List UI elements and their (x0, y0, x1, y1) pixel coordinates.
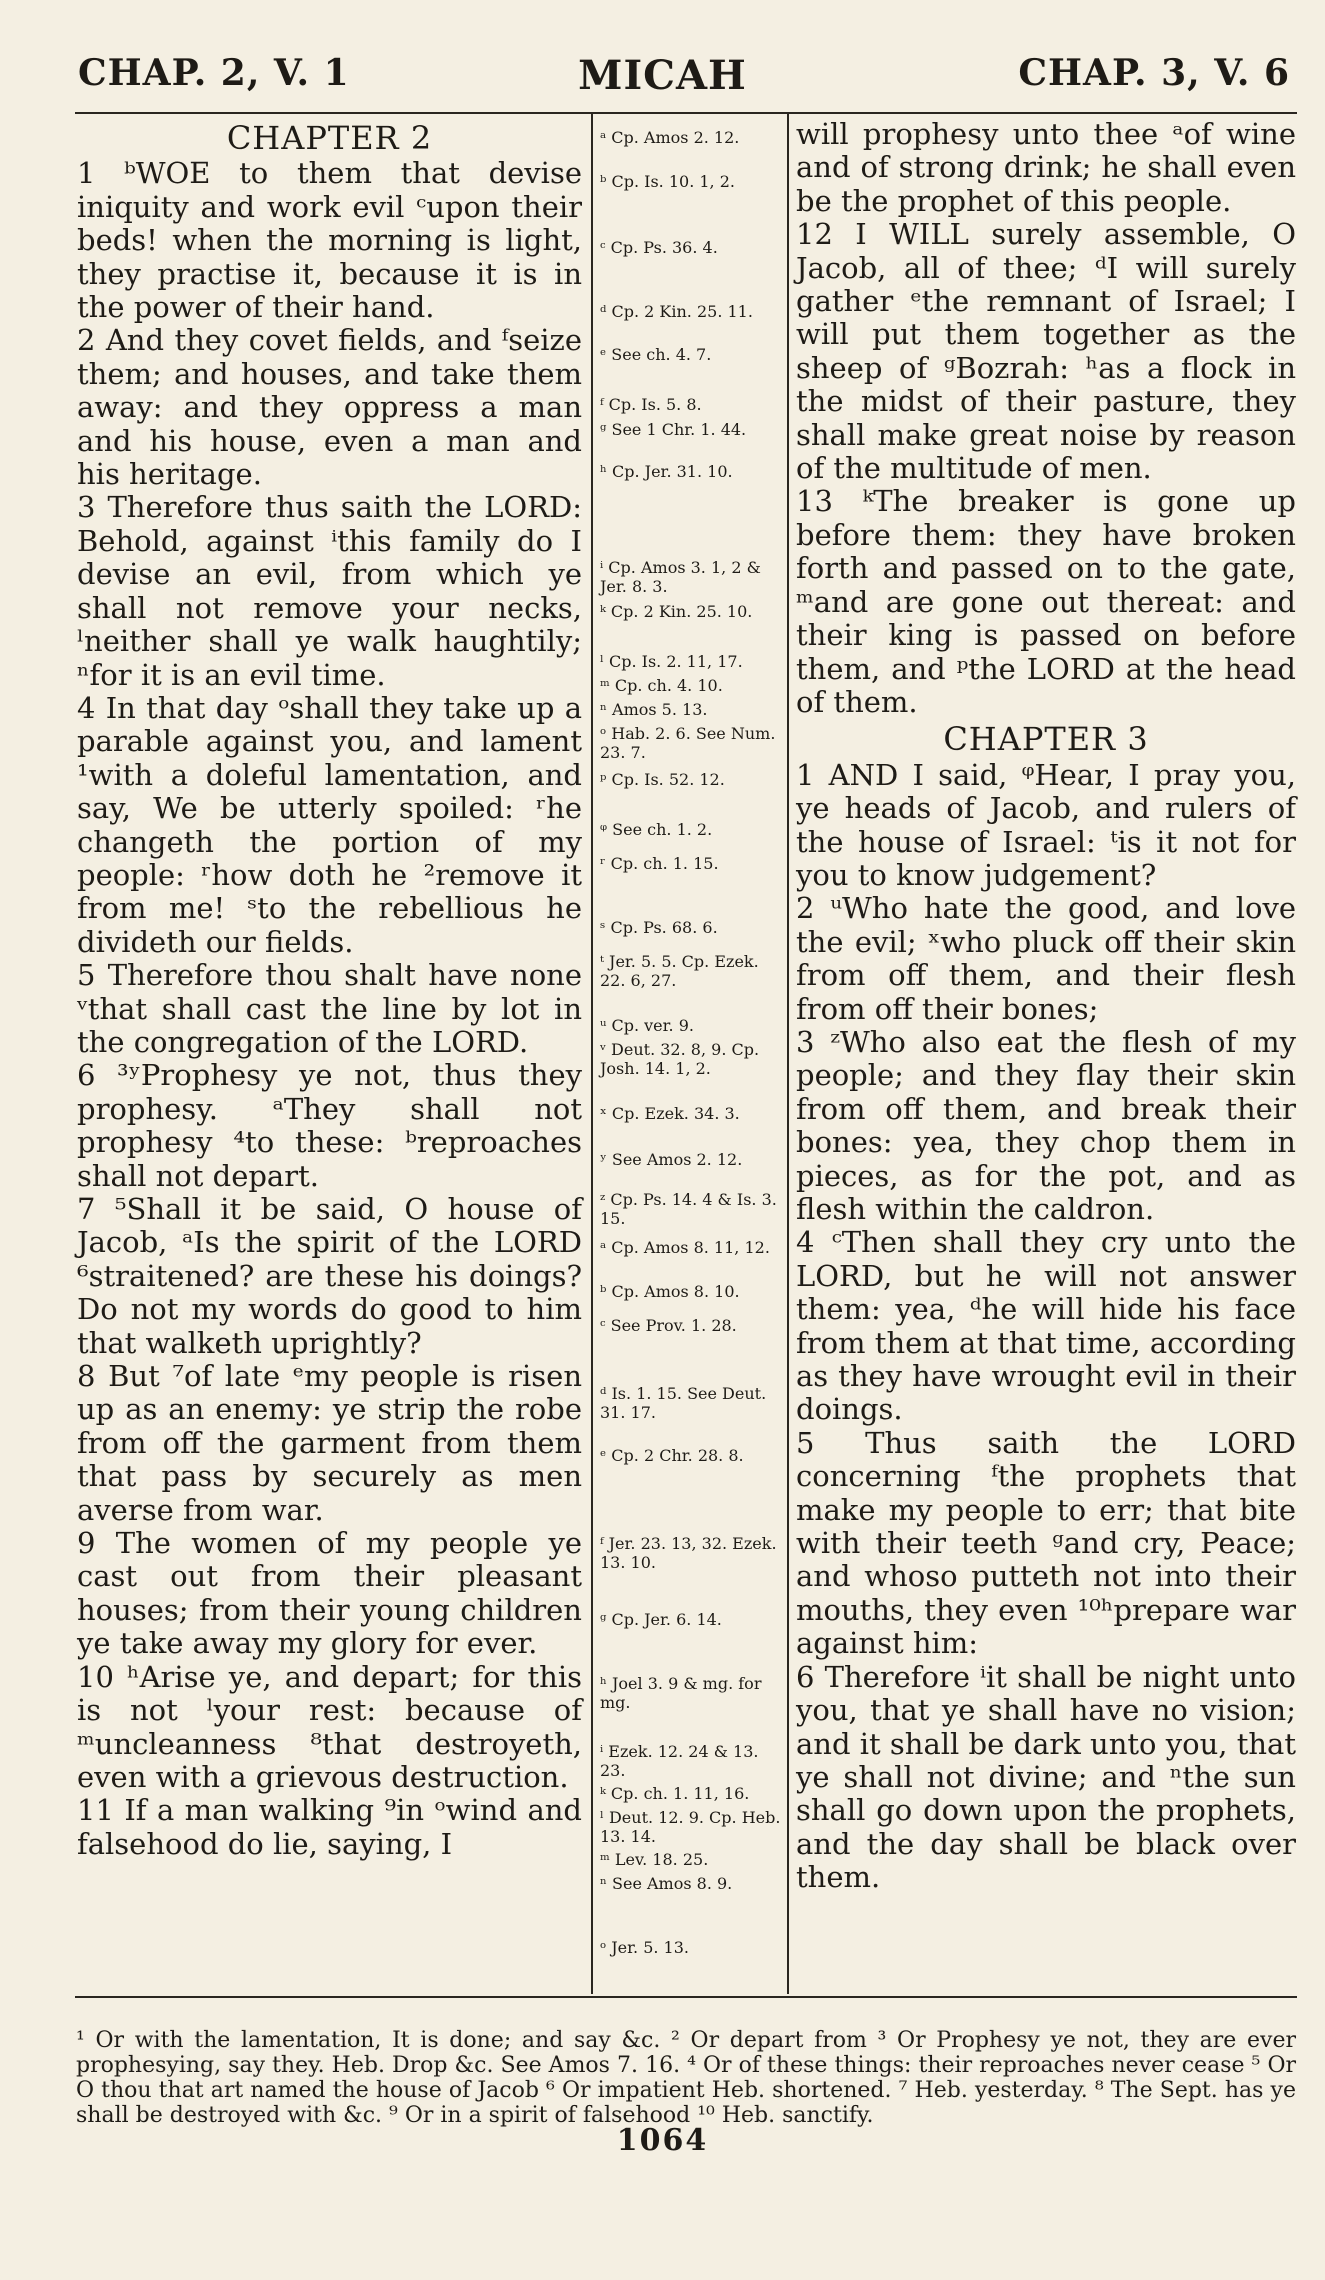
running-head-left: CHAP. 2, V. 1 (78, 52, 350, 94)
verse-2-8: 8 But ⁷of late ᵉmy people is risen up as an enemy: ye strip the robe from off the garment from them that pass by securely as men averse from war. (77, 1359, 582, 1527)
reference-note: ᵃ Cp. Amos 8. 11, 12. (600, 1238, 770, 1257)
verse-3-2: 2 ᵘWho hate the good, and love the evil; ˣwho pluck off their skin from off them, and their flesh from off their bones; (796, 891, 1296, 1026)
reference-note: ᵈ Cp. 2 Kin. 25. 11. (600, 302, 753, 321)
reference-note: ᵐ Lev. 18. 25. (600, 1850, 709, 1869)
reference-note: ᵉ See ch. 4. 7. (600, 345, 712, 364)
reference-note: ᵏ Cp. ch. 1. 11, 16. (600, 1784, 750, 1803)
verse-2-3: 3 Therefore thus saith the LORD: Behold, against ⁱthis family do I devise an evil, from which ye shall not remove your necks, ˡneither shall ye walk haughtily; ⁿfor it is an evil time. (77, 490, 582, 692)
header-rule (75, 112, 1297, 114)
verse-2-11-cont: will prophesy unto thee ᵃof wine and of strong drink; he shall even be the prophet of this people. (796, 117, 1296, 218)
column-divider-left (591, 114, 593, 1994)
reference-note: ʰ Cp. Jer. 31. 10. (600, 462, 733, 481)
reference-note: ˣ Cp. Ezek. 34. 3. (600, 1104, 740, 1123)
footnotes: ¹ Or with the lamentation, It is done; and say &c. ² Or depart from ³ Or Prophesy ye not, they are ever prophesying, say they. Heb. Drop &c. See Amos 7. 16. ⁴ Or of these things: their reproaches never cease ⁵ Or O thou that art named the house of Jacob ⁶ Or impatient Heb. shortened. ⁷ Heb. yesterday. ⁸ The Sept. has ye shall be destroyed with &c. ⁹ Or in a spirit of falsehood ¹⁰ Heb. sanctify. (76, 2028, 1296, 2128)
reference-note: ᵗ Jer. 5. 5. Cp. Ezek. 22. 6, 27. (600, 952, 759, 990)
reference-note: ᵖ Cp. Is. 52. 12. (600, 770, 725, 789)
reference-note: ᶜ See Prov. 1. 28. (600, 1316, 737, 1335)
reference-note: ʸ See Amos 2. 12. (600, 1150, 743, 1169)
verse-3-1: 1 AND I said, ᵠHear, I pray you, ye heads of Jacob, and rulers of the house of Israel: ᵗis it not for you to know judgement? (796, 757, 1296, 892)
left-text-column (77, 118, 582, 1861)
reference-note: ᶠ Cp. Is. 5. 8. (600, 395, 702, 414)
verse-3-3: 3 ᶻWho also eat the flesh of my people; and they flay their skin from off them, and break their bones: yea, they chop them in pieces, as for the pot, and as flesh within the caldron. (796, 1024, 1296, 1226)
reference-note: ⁱ Ezek. 12. 24 & 13. 23. (600, 1742, 759, 1780)
reference-note: ᵉ Cp. 2 Chr. 28. 8. (600, 1446, 744, 1465)
verse-2-10: 10 ʰArise ye, and depart; for this is not ˡyour rest: because of ᵐuncleanness ⁸that destroyeth, even with a grievous destruction. (77, 1659, 582, 1794)
verse-2-9: 9 The women of my people ye cast out from their pleasant houses; from their young children ye take away my glory for ever. (77, 1526, 582, 1661)
reference-note: ᵘ Cp. ver. 9. (600, 1016, 694, 1035)
chapter-2-title: CHAPTER 2 (226, 119, 433, 157)
reference-note: ˡ Cp. Is. 2. 11, 17. (600, 652, 743, 671)
running-head-right: CHAP. 3, V. 6 (1018, 52, 1290, 94)
reference-note: ᵇ Cp. Is. 10. 1, 2. (600, 172, 735, 191)
verse-2-1: 1 ᵇWOE to them that devise iniquity and work evil ᶜupon their beds! when the morning is light, they practise it, because it is in the power of their hand. (77, 156, 582, 325)
verse-2-4: 4 In that day ᵒshall they take up a parable against you, and lament ¹with a doleful lamentation, and say, We be utterly spoiled: ʳhe changeth the portion of my people: ʳhow doth he ²remove it from me! ˢto the rebellious he divideth our fields. (77, 690, 582, 959)
verse-2-6: 6 ³ʸProphesy ye not, thus they prophesy. ᵃThey shall not prophesy ⁴to these: ᵇreproaches shall not depart. (77, 1058, 582, 1193)
page-header (0, 0, 1325, 120)
verse-2-5: 5 Therefore thou shalt have none ᵛthat shall cast the line by lot in the congregation of the LORD. (77, 958, 582, 1059)
reference-note: ᵍ See 1 Chr. 1. 44. (600, 420, 747, 439)
reference-note: ᵒ Hab. 2. 6. See Num. 23. 7. (600, 724, 776, 762)
reference-note: ⁿ Amos 5. 13. (600, 700, 708, 719)
reference-note: ᵐ Cp. ch. 4. 10. (600, 676, 723, 695)
reference-note: ˢ Cp. Ps. 68. 6. (600, 918, 718, 937)
right-text-column (796, 118, 1296, 1895)
verse-2-11: 11 If a man walking ⁹in ᵒwind and falsehood do lie, saying, I (77, 1793, 582, 1861)
reference-note: ᵛ Deut. 32. 8, 9. Cp. Josh. 14. 1, 2. (600, 1040, 760, 1078)
reference-note: ᶜ Cp. Ps. 36. 4. (600, 238, 718, 257)
reference-note: ᶠ Jer. 23. 13, 32. Ezek. 13. 10. (600, 1534, 777, 1572)
reference-note: ᵇ Cp. Amos 8. 10. (600, 1282, 740, 1301)
verse-3-6: 6 Therefore ⁱit shall be night unto you, that ye shall have no vision; and it shall be dark unto you, that ye shall not divine; and ⁿthe sun shall go down upon the prophets, and the day shall be black over them. (796, 1659, 1296, 1895)
reference-note: ʳ Cp. ch. 1. 15. (600, 854, 719, 873)
reference-note: ᵏ Cp. 2 Kin. 25. 10. (600, 602, 753, 621)
verse-2-12: 12 I WILL surely assemble, O Jacob, all of thee; ᵈI will surely gather ᵉthe remnant of Israel; I will put them together as the sheep of ᵍBozrah: ʰas a flock in the midst of their pasture, they shall make great noise by reason of the multitude of men. (796, 217, 1296, 486)
reference-note: ʰ Joel 3. 9 & mg. for mg. (600, 1674, 762, 1712)
reference-note: ⁱ Cp. Amos 3. 1, 2 & Jer. 8. 3. (600, 558, 761, 596)
verse-3-5: 5 Thus saith the LORD concerning ᶠthe prophets that make my people to err; that bite with their teeth ᵍand cry, Peace; and whoso putteth not into their mouths, they even ¹⁰ʰprepare war against him: (796, 1425, 1296, 1661)
verse-2-13: 13 ᵏThe breaker is gone up before them: they have broken forth and passed on to the gate, ᵐand are gone out thereat: and their king is passed on before them, and ᵖthe LORD at the head of them. (796, 484, 1296, 719)
reference-note: ᵃ Cp. Amos 2. 12. (600, 128, 740, 147)
verse-2-7: 7 ⁵Shall it be said, O house of Jacob, ᵃIs the spirit of the LORD ⁶straitened? are these his doings? Do not my words do good to him that walketh uprightly? (77, 1192, 582, 1360)
reference-note: ᵍ Cp. Jer. 6. 14. (600, 1610, 722, 1629)
chapter-3-title: CHAPTER 3 (943, 720, 1149, 759)
reference-note: ᵒ Jer. 5. 13. (600, 1938, 689, 1957)
reference-note: ᵈ Is. 1. 15. See Deut. 31. 17. (600, 1384, 767, 1422)
reference-note: ⁿ See Amos 8. 9. (600, 1874, 733, 1893)
reference-note: ᵠ See ch. 1. 2. (600, 820, 713, 839)
verse-3-4: 4 ᶜThen shall they cry unto the LORD, but he will not answer them: yea, ᵈhe will hide his face from them at that time, according as they have wrought evil in their doings. (796, 1225, 1296, 1427)
column-divider-right (787, 114, 789, 1994)
footnote-rule (75, 1996, 1297, 1998)
reference-note: ˡ Deut. 12. 9. Cp. Heb. 13. 14. (600, 1808, 781, 1846)
verse-2-2: 2 And they covet fields, and ᶠseize them; and houses, and take them away: and they oppress a man and his house, even a man and his heritage. (77, 323, 582, 492)
page-number: 1064 (616, 2123, 709, 2158)
reference-note: ᶻ Cp. Ps. 14. 4 & Is. 3. 15. (600, 1190, 777, 1228)
book-title: MICAH (578, 52, 747, 99)
